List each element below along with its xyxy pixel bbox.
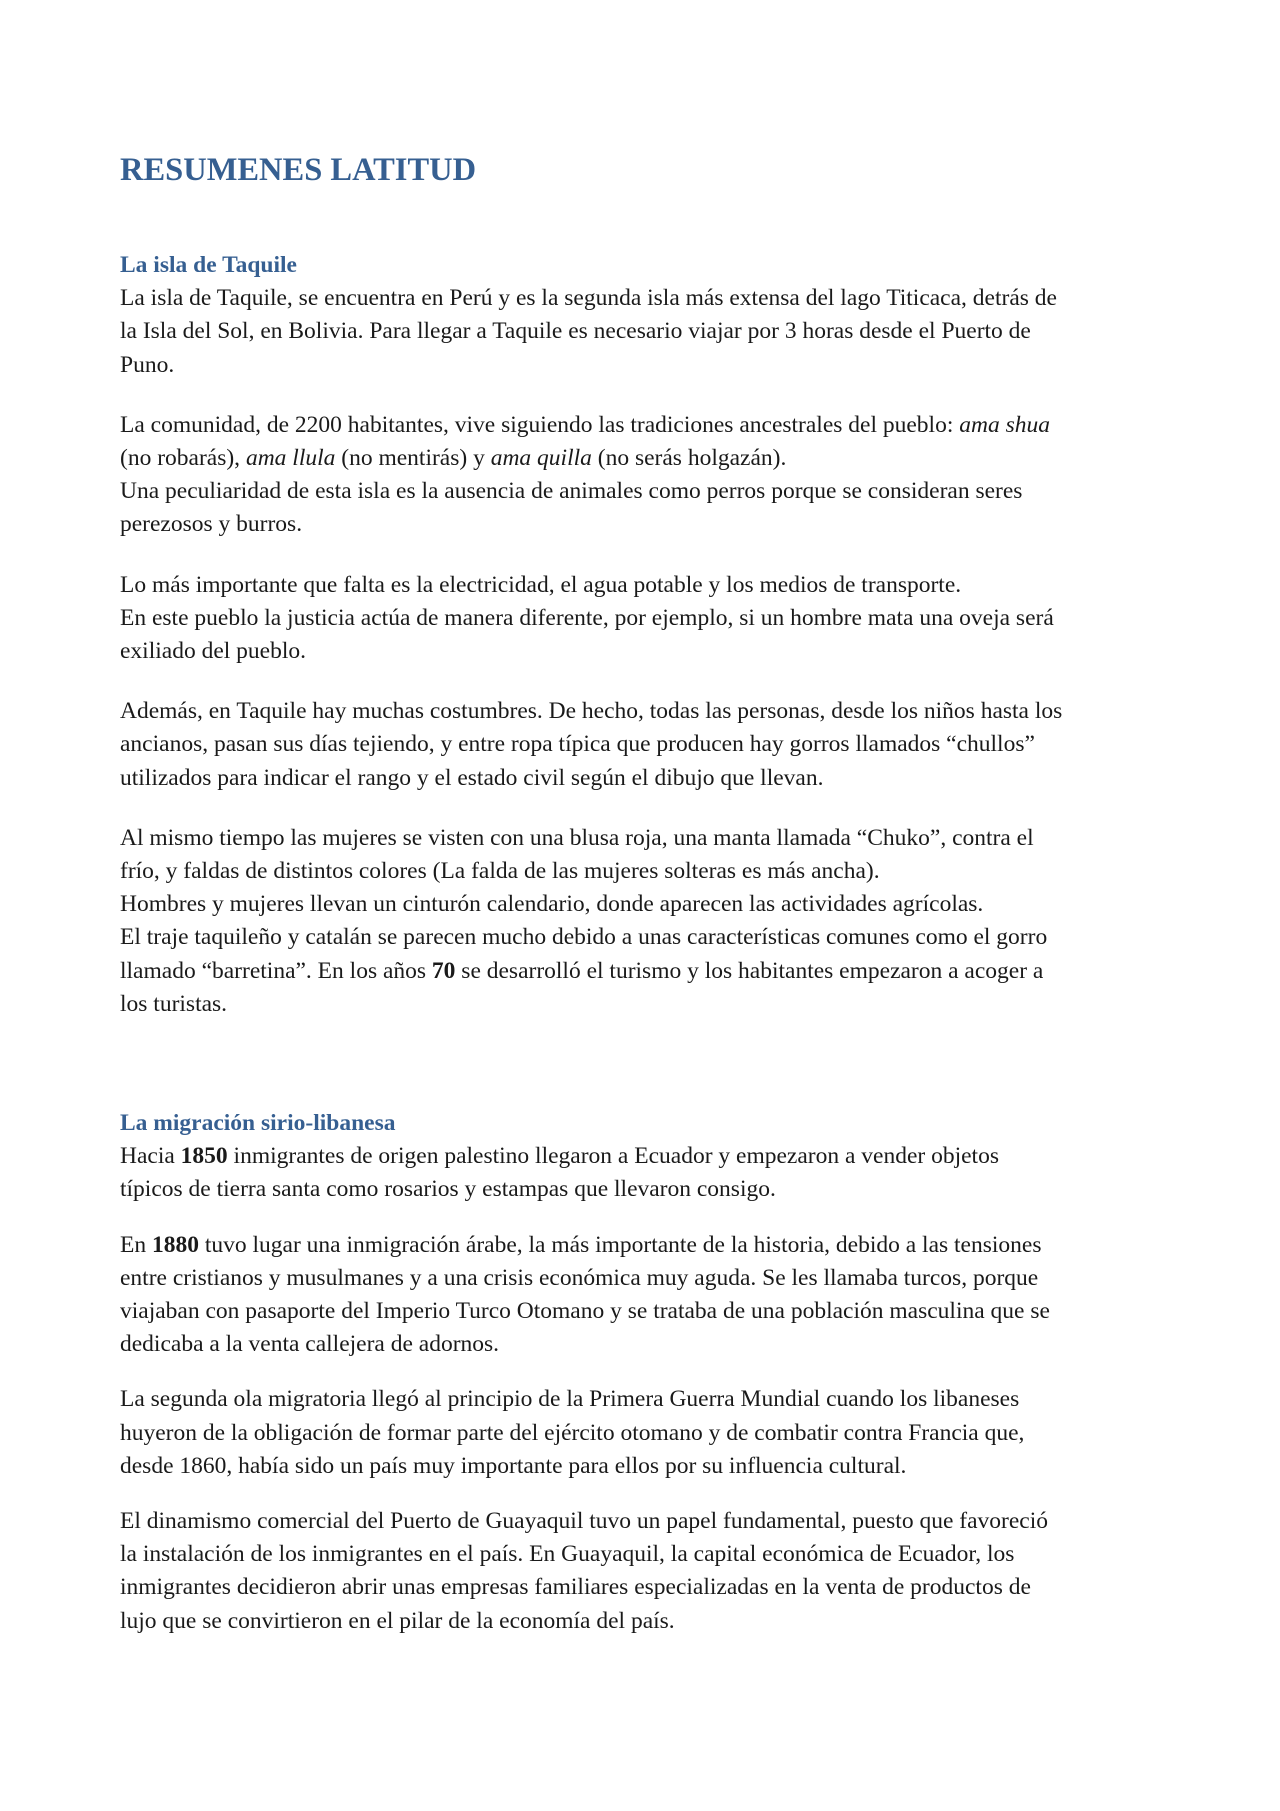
- text-line: desde 1860, había sido un país muy importante para ellos por su influencia cultural.: [120, 1452, 907, 1479]
- text-line: entre cristianos y musulmanes y a una crisis económica muy aguda. Se les llamaba turcos, porque: [120, 1264, 1039, 1291]
- text-line: utilizados para indicar el rango y el estado civil según el dibujo que llevan.: [120, 764, 824, 791]
- quechua-term: ama quilla: [490, 445, 592, 472]
- text-line: El dinamismo comercial del Puerto de Guayaquil tuvo un papel fundamental, puesto que favoreció: [120, 1508, 1048, 1535]
- text-run: Hacia: [120, 1143, 181, 1170]
- text-line: frío, y faldas de distintos colores (La falda de las mujeres solteras es más ancha).: [120, 858, 880, 885]
- text-run: inmigrantes de origen palestino llegaron a Ecuador y empezaron a vender objetos: [227, 1143, 999, 1170]
- text-line: La isla de Taquile, se encuentra en Perú y es la segunda isla más extensa del lago Titicaca, detrás de: [120, 285, 1057, 312]
- text-line: [120, 442, 1180, 475]
- section-heading-taquile: La isla de Taquile: [120, 252, 297, 278]
- text-run: llamado “barretina”. En los años: [120, 957, 432, 984]
- text-line: Puno.: [120, 351, 175, 378]
- text-line: [120, 1140, 1180, 1173]
- section-heading-migration: La migración sirio-libanesa: [120, 1110, 396, 1136]
- text-run: La comunidad, de 2200 habitantes, vive siguiendo las tradiciones ancestrales del pueblo:: [120, 411, 960, 438]
- text-line: típicos de tierra santa como rosarios y estampas que llevaron consigo.: [120, 1176, 776, 1203]
- paragraph-migration-guayaquil: [120, 1505, 1180, 1638]
- text-line: la instalación de los inmigrantes en el país. En Guayaquil, la capital económica de Ecuador, los: [120, 1541, 1015, 1568]
- text-line: Una peculiaridad de esta isla es la ausencia de animales como perros porque se consideran seres: [120, 478, 1023, 505]
- text-line: En este pueblo la justicia actúa de manera diferente, por ejemplo, si un hombre mata una oveja será: [120, 604, 1054, 631]
- text-line: perezosos y burros.: [120, 511, 303, 538]
- text-line: inmigrantes decidieron abrir unas empresas familiares especializadas en la venta de productos de: [120, 1574, 1031, 1601]
- text-line: Hombres y mujeres llevan un cinturón calendario, donde aparecen las actividades agrícolas.: [120, 891, 984, 918]
- text-run: (no mentirás) y: [335, 445, 491, 472]
- text-run: se desarrolló el turismo y los habitantes empezaron a acoger a: [455, 957, 1044, 984]
- text-run: (no robarás),: [120, 445, 246, 472]
- text-line: Además, en Taquile hay muchas costumbres. De hecho, todas las personas, desde los niños hasta los: [120, 698, 1063, 725]
- paragraph-migration-1850: [120, 1140, 1180, 1206]
- text-line: huyeron de la obligación de formar parte del ejército otomano y de combatir contra Francia que,: [120, 1419, 1025, 1446]
- text-line: [120, 1229, 1180, 1262]
- text-line: ancianos, pasan sus días tejiendo, y entre ropa típica que producen hay gorros llamados “chullos”: [120, 731, 1035, 758]
- text-run: (no serás holgazán).: [591, 445, 787, 472]
- year-emphasis: 1880: [151, 1231, 199, 1258]
- year-emphasis: 70: [431, 957, 456, 984]
- paragraph-taquile-clothing: [120, 822, 1180, 1021]
- paragraph-taquile-missing: [120, 569, 1180, 669]
- text-run: En: [120, 1231, 152, 1258]
- quechua-term: ama llula: [245, 445, 336, 472]
- document-title: RESUMENES LATITUD: [120, 152, 477, 188]
- text-line: [120, 409, 1180, 442]
- text-line: dedicaba a la venta callejera de adornos.: [120, 1331, 500, 1358]
- text-line: Lo más importante que falta es la electricidad, el agua potable y los medios de transporte.: [120, 571, 962, 598]
- paragraph-migration-1880: [120, 1229, 1180, 1362]
- text-line: La segunda ola migratoria llegó al principio de la Primera Guerra Mundial cuando los libaneses: [120, 1386, 1020, 1413]
- text-line: [120, 955, 1180, 988]
- paragraph-taquile-community: [120, 409, 1180, 542]
- paragraph-migration-second-wave: [120, 1383, 1180, 1483]
- paragraph-taquile-location: [120, 282, 1180, 382]
- text-line: El traje taquileño y catalán se parecen mucho debido a unas características comunes como el gorro: [120, 924, 1048, 951]
- year-emphasis: 1850: [180, 1143, 228, 1170]
- text-line: exiliado del pueblo.: [120, 638, 306, 665]
- section-taquile: [120, 249, 1180, 1021]
- text-line: los turistas.: [120, 990, 228, 1017]
- text-run: tuvo lugar una inmigración árabe, la más importante de la historia, debido a las tensiones: [198, 1231, 1042, 1258]
- text-line: viajaban con pasaporte del Imperio Turco Otomano y se trataba de una población masculina que se: [120, 1298, 1050, 1325]
- quechua-term: ama shua: [959, 411, 1050, 438]
- paragraph-taquile-customs: [120, 695, 1180, 795]
- text-line: lujo que se convirtieron en el pilar de la economía del país.: [120, 1607, 675, 1634]
- text-line: la Isla del Sol, en Bolivia. Para llegar a Taquile es necesario viajar por 3 horas desde el Puerto de: [120, 318, 1031, 345]
- section-migration: [120, 1107, 1180, 1638]
- text-line: Al mismo tiempo las mujeres se visten con una blusa roja, una manta llamada “Chuko”, contra el: [120, 824, 1034, 851]
